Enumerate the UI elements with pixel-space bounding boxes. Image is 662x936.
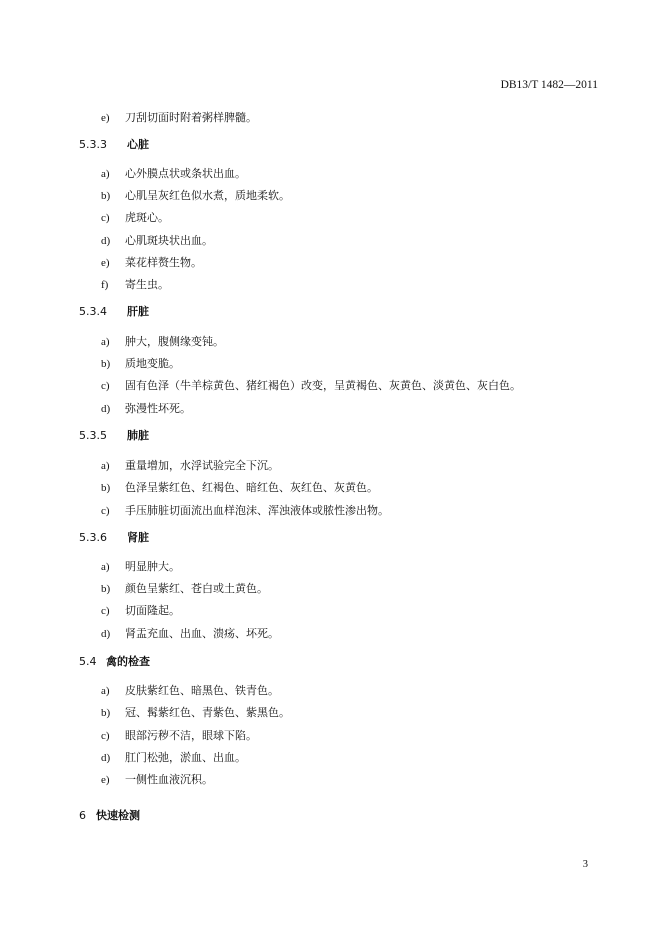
section-heading-5-3-3 <box>79 138 149 152</box>
document-id-header: DB13/T 1482—2011 <box>500 79 598 91</box>
list-item-text: 切面隆起。 <box>125 604 180 617</box>
list-item <box>101 604 180 618</box>
list-item <box>101 560 180 574</box>
list-item-marker: c) <box>101 730 110 742</box>
list-item <box>101 459 279 473</box>
list-item-text: 质地变脆。 <box>125 357 180 370</box>
list-item-marker: e) <box>101 112 110 124</box>
list-item-marker: a) <box>101 561 110 573</box>
list-item-text: 心肌斑块状出血。 <box>125 234 213 247</box>
list-item-marker: e) <box>101 257 110 269</box>
list-item-text: 颜色呈紫红、苍白或土黄色。 <box>125 582 268 595</box>
list-item-marker: a) <box>101 685 110 697</box>
list-item-text: 弥漫性坏死。 <box>125 402 191 415</box>
list-item-marker: a) <box>101 336 110 348</box>
list-item-text: 固有色泽（牛羊棕黄色、猪红褐色）改变，呈黄褐色、灰黄色、淡黄色、灰白色。 <box>125 379 521 392</box>
list-item <box>101 379 521 393</box>
list-item-text: 一侧性血液沉积。 <box>125 773 213 786</box>
section-number: 6 <box>79 809 86 822</box>
section-title: 快速检测 <box>96 809 140 822</box>
list-item-marker: c) <box>101 505 110 517</box>
list-item-text: 刀刮切面时附着粥样脾髓。 <box>125 111 257 124</box>
section-number: 5.3.4 <box>79 305 107 318</box>
list-item-marker: b) <box>101 482 111 494</box>
list-item-marker: c) <box>101 605 110 617</box>
section-number: 5.3.5 <box>79 429 107 442</box>
list-item-text: 重量增加，水浮试验完全下沉。 <box>125 459 279 472</box>
list-item-text: 眼部污秽不洁，眼球下陷。 <box>125 729 257 742</box>
section-heading-5-3-4 <box>79 305 149 319</box>
list-item-marker: b) <box>101 358 111 370</box>
section-title: 禽的检查 <box>106 655 150 668</box>
list-item-text: 寄生虫。 <box>125 278 169 291</box>
list-item-marker: b) <box>101 707 111 719</box>
section-title: 肾脏 <box>127 531 149 544</box>
list-item <box>101 627 279 641</box>
list-item-text: 皮肤紫红色、暗黑色、铁青色。 <box>125 684 279 697</box>
list-item <box>101 211 169 225</box>
list-item <box>101 278 169 292</box>
list-item-text: 手压肺脏切面流出血样泡沫、浑浊液体或脓性渗出物。 <box>125 504 389 517</box>
list-item <box>101 684 279 698</box>
list-item-marker: c) <box>101 380 110 392</box>
list-item-text: 菜花样赘生物。 <box>125 256 202 269</box>
list-item-marker: d) <box>101 628 111 640</box>
list-item-marker: d) <box>101 752 111 764</box>
section-title: 心脏 <box>127 138 149 151</box>
section-number: 5.4 <box>79 655 97 668</box>
list-item-marker: d) <box>101 403 111 415</box>
section-heading-6 <box>79 809 140 823</box>
section-number: 5.3.3 <box>79 138 107 151</box>
list-item <box>101 706 290 720</box>
list-item-text: 肛门松弛，淤血、出血。 <box>125 751 246 764</box>
list-item <box>101 111 257 125</box>
list-item-text: 虎斑心。 <box>125 211 169 224</box>
list-item-marker: a) <box>101 460 110 472</box>
section-heading-5-4 <box>79 655 150 669</box>
list-item-marker: e) <box>101 774 110 786</box>
list-item <box>101 189 290 203</box>
section-heading-5-3-5 <box>79 429 149 443</box>
list-item-marker: d) <box>101 235 111 247</box>
list-item-marker: b) <box>101 190 111 202</box>
list-item <box>101 582 268 596</box>
list-item-text: 肾盂充血、出血、溃疡、坏死。 <box>125 627 279 640</box>
list-item-text: 冠、髯紫红色、青紫色、紫黑色。 <box>125 706 290 719</box>
list-item <box>101 402 191 416</box>
section-title: 肺脏 <box>127 429 149 442</box>
list-item-marker: c) <box>101 212 110 224</box>
list-item <box>101 481 378 495</box>
page-number: 3 <box>582 859 588 870</box>
list-item-marker: a) <box>101 168 110 180</box>
list-item-marker: b) <box>101 583 111 595</box>
list-item <box>101 357 180 371</box>
list-item <box>101 234 213 248</box>
list-item-text: 心肌呈灰红色似水煮，质地柔软。 <box>125 189 290 202</box>
list-item <box>101 751 246 765</box>
list-item-text: 肿大，腹侧缘变钝。 <box>125 335 224 348</box>
list-item <box>101 335 224 349</box>
list-item <box>101 729 257 743</box>
section-number: 5.3.6 <box>79 531 107 544</box>
section-title: 肝脏 <box>127 305 149 318</box>
section-heading-5-3-6 <box>79 531 149 545</box>
list-item <box>101 167 246 181</box>
list-item-marker: f) <box>101 279 109 291</box>
list-item <box>101 504 389 518</box>
list-item-text: 心外膜点状或条状出血。 <box>125 167 246 180</box>
list-item-text: 明显肿大。 <box>125 560 180 573</box>
list-item <box>101 256 202 270</box>
list-item <box>101 773 213 787</box>
list-item-text: 色泽呈紫红色、红褐色、暗红色、灰红色、灰黄色。 <box>125 481 378 494</box>
